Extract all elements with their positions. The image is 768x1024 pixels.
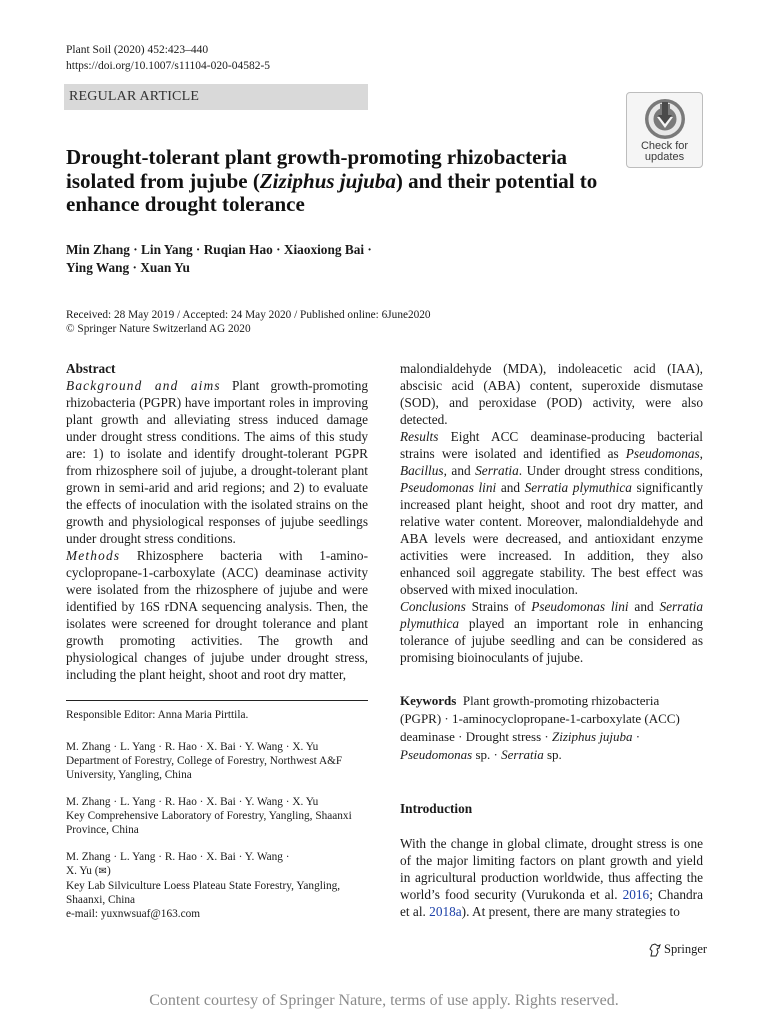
citation-link-2016[interactable]: 2016 (622, 887, 650, 902)
envelope-icon: ✉ (98, 866, 107, 877)
responsible-editor: Responsible Editor: Anna Maria Pirttila. (66, 709, 249, 721)
affiliation-1: M. Zhang · L. Yang · R. Hao · X. Bai · Y. Wang · X. Yu Department of Forestry, College of Forestry, Northwest A&F University, Yangling, China (66, 741, 343, 781)
springer-horse-icon (649, 943, 661, 957)
abstract-background: Background and aims Plant growth-promoting rhizobacteria (PGPR) have important roles in improving plant growth and alleviating stress induced damage under drought stress conditions. The aims of this study are: 1) to isolate and identify drought-tolerant PGPR from rhizosphere soil of jujube, a drought-tolerant plant grown in semi-arid and arid regions; and 2) to evaluate the effects of inoculation with the isolated strains on the growth and physiological responses of jujube seedlings under drought stress conditions. (66, 378, 368, 546)
article-title: Drought-tolerant plant growth-promoting rhizobacteria isolated from jujube (Ziziphus jujuba) and their potential to enhance drought tolerance (66, 145, 598, 216)
introduction-text: With the change in global climate, drought stress is one of the major limiting factors on plant growth and yield in agricultural production worldwide, thus affecting the world’s food security (Vurukonda et al. 2016; Chandra et al. 2018a). At present, there are many strategies to (400, 836, 703, 919)
article-type-bar: REGULAR ARTICLE (64, 84, 368, 110)
badge-label-line1: Check for (640, 140, 689, 152)
corresponding-email[interactable]: e-mail: yuxnwsuaf@163.com (66, 908, 201, 920)
abstract-results: Results Eight ACC deaminase-producing bacterial strains were isolated and identified as Pseudomonas, Bacillus, and Serratia. Under drought stress conditions, Pseudomonas lini and Serratia plymuthica significantly increased plant height, shoot and root dry matter, and relative water content. Moreover, malondialdehyde and ABA levels were decreased, and antioxidant enzyme activities were increased. In addition, they also enhanced soil aggregate stability. The best effect was observed with mixed inoculation. (400, 429, 703, 597)
author-list (66, 241, 396, 277)
footnote-divider (66, 700, 368, 701)
abstract-methods-cont: malondialdehyde (MDA), indoleacetic acid (IAA), abscisic acid (ABA) content, superoxide dismutase (SOD), and peroxidase (POD) activity, were also detected. (400, 361, 703, 427)
badge-label-line2: updates (644, 151, 685, 163)
affiliation-2: M. Zhang · L. Yang · R. Hao · X. Bai · Y. Wang · X. Yu Key Comprehensive Laboratory of Forestry, Yangling, Shaanxi Province, China (66, 796, 352, 836)
publisher-mark: Springer (649, 942, 707, 957)
abstract-left-column (66, 360, 368, 683)
content-courtesy-footer: Content courtesy of Springer Nature, terms of use apply. Rights reserved. (149, 992, 619, 1009)
keywords: Keywords Plant growth-promoting rhizobacteria (PGPR) · 1-aminocyclopropane-1-carboxylate (ACC) deaminase · Drought stress · Ziziphus jujuba · Pseudomonas sp. · Serratia sp. (400, 693, 680, 762)
copyright-line: © Springer Nature Switzerland AG 2020 (66, 323, 251, 335)
introduction-heading: Introduction (400, 801, 473, 816)
doi-link[interactable]: https://doi.org/10.1007/s11104-020-04582-5 (66, 60, 271, 72)
abstract-conclusions: Conclusions Strains of Pseudomonas lini and Serratia plymuthica played an important role in enhancing tolerance of jujube seedling and can be considered as promising bioinoculants of jujube. (400, 599, 704, 665)
check-for-updates-icon (643, 97, 687, 141)
journal-citation: Plant Soil (2020) 452:423–440 (66, 44, 209, 56)
publication-dates: Received: 28 May 2019 / Accepted: 24 May 2020 / Published online: 6June2020 (66, 309, 431, 321)
abstract-right-column (400, 360, 703, 666)
author-line-1: Min Zhang · Lin Yang · Ruqian Hao · Xiaoxiong Bai · (66, 242, 372, 257)
author-line-2: Ying Wang · Xuan Yu (66, 260, 190, 275)
check-for-updates-badge[interactable] (626, 92, 703, 168)
affiliation-3: M. Zhang · L. Yang · R. Hao · X. Bai · Y. Wang · X. Yu (✉) Key Lab Silviculture Loess Plateau State Forestry, Yangling, Shaanxi, China e-mail: yuxnwsuaf@163.com (66, 850, 368, 921)
abstract-heading: Abstract (66, 361, 116, 376)
citation-link-2018a[interactable]: 2018a (429, 904, 462, 919)
abstract-methods: Methods Rhizosphere bacteria with 1-amino-cyclopropane-1-carboxylate (ACC) deaminase activity were isolated from the rhizosphere of jujube and were identified by 16S rDNA sequencing analysis. Then, the isolates were screened for drought tolerance and plant growth promoting activities. The growth and physiological changes of jujube under drought stress, including the plant height, shoot and root dry matter, (66, 548, 368, 682)
